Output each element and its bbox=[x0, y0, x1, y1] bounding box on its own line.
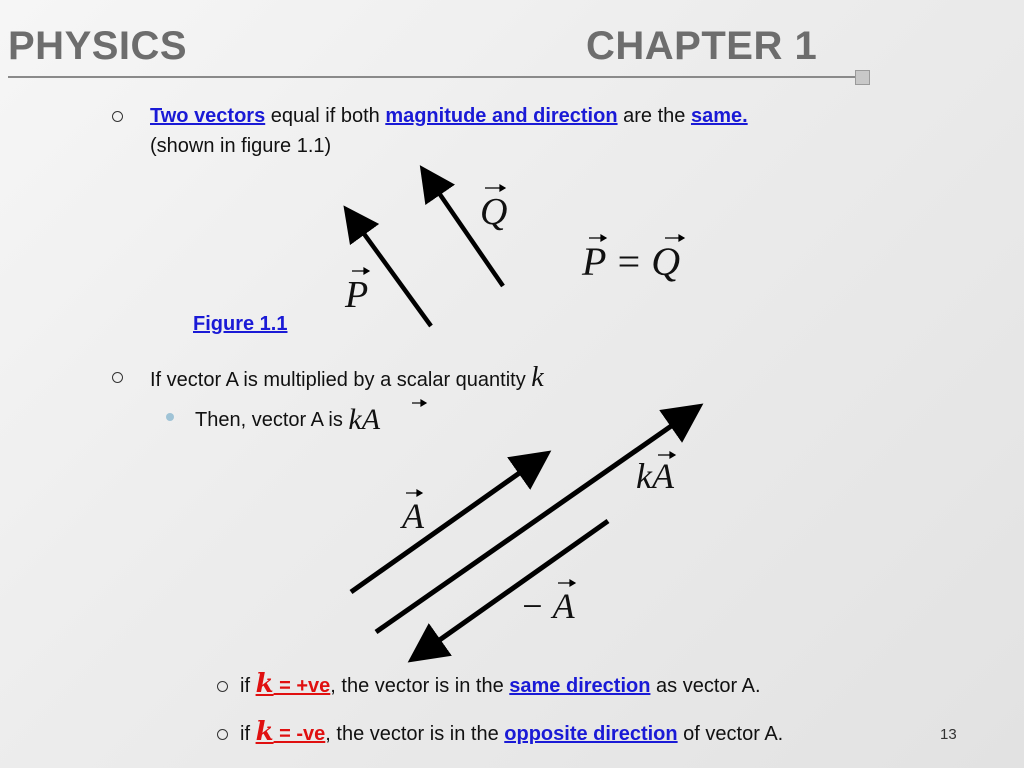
label-Q: Q bbox=[480, 191, 508, 233]
text-if: if bbox=[240, 675, 256, 697]
math-k-red: k bbox=[255, 669, 274, 699]
text-vector-in-the: , the vector is in the bbox=[325, 723, 505, 745]
bullet-ring-icon bbox=[217, 729, 228, 740]
label-kA: kA bbox=[636, 456, 674, 496]
text-as-vector-A: as vector A. bbox=[650, 675, 761, 697]
equation-P-equals-Q bbox=[582, 238, 680, 285]
label-P: P bbox=[345, 274, 369, 316]
text-equal-if-both: equal if both bbox=[265, 105, 386, 127]
term-magnitude-direction: magnitude and direction bbox=[385, 105, 618, 127]
label-negA: − A bbox=[520, 586, 575, 626]
math-kA: kA bbox=[348, 403, 381, 436]
sub-bullet-then-vector bbox=[195, 403, 381, 436]
term-same-direction: same direction bbox=[509, 675, 651, 697]
cond-negative: = -ve bbox=[273, 723, 326, 745]
term-opposite-direction: opposite direction bbox=[504, 723, 678, 745]
header-title-physics: PHYSICS bbox=[8, 24, 188, 68]
bullet-shown-in-figure: (shown in figure 1.1) bbox=[150, 135, 332, 157]
text-are-the: are the bbox=[617, 105, 691, 127]
header-title-chapter: CHAPTER 1 bbox=[586, 24, 818, 68]
text-of-vector-A: of vector A. bbox=[677, 723, 784, 745]
term-same: same. bbox=[690, 105, 748, 127]
math-k: k bbox=[531, 362, 544, 393]
bullet-k-positive bbox=[240, 669, 761, 699]
math-k-red: k bbox=[255, 717, 274, 747]
text-vector-in-the: , the vector is in the bbox=[330, 675, 510, 697]
cond-positive: = +ve bbox=[273, 675, 331, 697]
text-then: Then, vector A is bbox=[195, 409, 349, 431]
bullet-k-negative bbox=[240, 717, 784, 747]
bullet-ring-icon bbox=[217, 681, 228, 692]
eq-equals: = bbox=[617, 239, 641, 284]
bullet-scalar-multiply bbox=[150, 362, 544, 393]
sub-bullet-dot-icon bbox=[166, 413, 174, 421]
vector-negA-arrow bbox=[424, 521, 608, 651]
text-scalar: If vector A is multiplied by a scalar quantity bbox=[150, 369, 532, 391]
term-two-vectors: Two vectors bbox=[150, 105, 266, 127]
figure-caption: Figure 1.1 bbox=[193, 313, 288, 335]
eq-Q: Q bbox=[651, 239, 681, 284]
vector-A-arrow bbox=[351, 462, 535, 592]
eq-P: P bbox=[582, 239, 607, 284]
bullet-ring-icon bbox=[112, 372, 123, 383]
text-if: if bbox=[240, 723, 256, 745]
label-A: A bbox=[402, 496, 424, 536]
page-number: 13 bbox=[940, 726, 957, 743]
